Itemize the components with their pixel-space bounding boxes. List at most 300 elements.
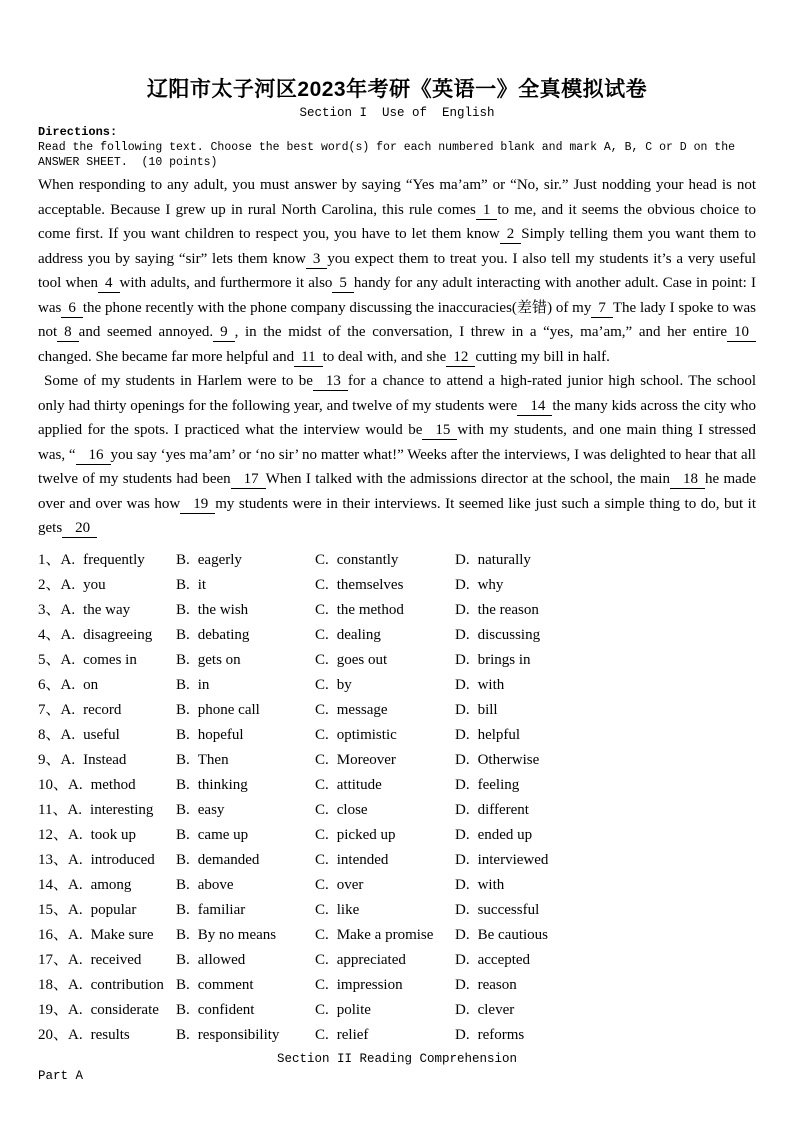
option-a (38, 698, 176, 723)
option-text: by (336, 676, 352, 693)
question-number: 14、 (38, 876, 69, 893)
option-letter: C. (315, 776, 329, 793)
option-letter: A. (68, 876, 83, 893)
option-d (455, 848, 756, 873)
option-text: Otherwise (477, 751, 540, 768)
option-b (176, 548, 315, 573)
question-number: 2、 (38, 576, 61, 593)
question-number: 4、 (38, 626, 61, 643)
option-letter: C. (315, 901, 329, 918)
option-letter: C. (315, 576, 329, 593)
option-d (455, 823, 756, 848)
option-text: useful (83, 726, 120, 743)
option-a (38, 648, 176, 673)
option-a (38, 748, 176, 773)
option-text: bill (477, 701, 498, 718)
option-a (38, 973, 176, 998)
option-text: contribution (90, 976, 164, 993)
option-text: took up (90, 826, 137, 843)
option-letter: D. (455, 1026, 470, 1043)
cloze-blank-5: 5 (332, 275, 354, 293)
option-letter: A. (60, 751, 76, 768)
question-number: 19、 (38, 1001, 69, 1018)
option-c (315, 973, 455, 998)
option-letter: A. (60, 651, 76, 668)
option-text: optimistic (336, 726, 397, 743)
option-text: why (477, 576, 504, 593)
option-letter: C. (315, 751, 329, 768)
option-letter: A. (68, 776, 83, 793)
cloze-blank-1: 1 (476, 202, 498, 220)
option-d (455, 1023, 756, 1048)
option-b (176, 798, 315, 823)
question-row-18 (38, 973, 756, 998)
option-letter: C. (315, 1026, 329, 1043)
cloze-blank-11: 11 (294, 349, 322, 367)
option-text: naturally (477, 551, 531, 568)
question-row-7 (38, 698, 756, 723)
option-letter: A. (68, 1001, 83, 1018)
option-text: reason (477, 976, 517, 993)
option-letter: D. (455, 926, 470, 943)
option-letter: A. (60, 551, 76, 568)
question-number: 7、 (38, 701, 61, 718)
option-letter: D. (455, 626, 470, 643)
option-letter: B. (176, 576, 190, 593)
option-d (455, 723, 756, 748)
option-b (176, 998, 315, 1023)
option-text: eagerly (197, 551, 242, 568)
option-d (455, 773, 756, 798)
option-b (176, 848, 315, 873)
option-text: Make a promise (336, 926, 434, 943)
cloze-blank-17: 17 (231, 471, 266, 489)
cloze-blank-3: 3 (306, 251, 328, 269)
option-c (315, 573, 455, 598)
option-b (176, 873, 315, 898)
option-text: comes in (83, 651, 137, 668)
option-b (176, 898, 315, 923)
option-a (38, 673, 176, 698)
option-a (38, 548, 176, 573)
option-text: constantly (336, 551, 399, 568)
option-text: you (83, 576, 106, 593)
option-text: frequently (83, 551, 145, 568)
option-text: disagreeing (83, 626, 153, 643)
option-text: accepted (477, 951, 531, 968)
option-letter: D. (455, 676, 470, 693)
option-letter: B. (176, 1001, 190, 1018)
option-b (176, 1023, 315, 1048)
section2-heading: Section II Reading Comprehension (276, 1051, 518, 1066)
option-text: Be cautious (477, 926, 548, 943)
cloze-passage (38, 173, 756, 541)
question-row-11 (38, 798, 756, 823)
option-text: Moreover (336, 751, 396, 768)
option-letter: C. (315, 826, 329, 843)
option-letter: C. (315, 926, 329, 943)
cloze-blank-13: 13 (313, 373, 348, 391)
option-letter: C. (315, 626, 329, 643)
option-c (315, 948, 455, 973)
option-c (315, 898, 455, 923)
option-text: method (90, 776, 136, 793)
option-letter: B. (176, 626, 190, 643)
option-text: intended (336, 851, 389, 868)
question-row-6 (38, 673, 756, 698)
question-number: 12、 (38, 826, 69, 843)
option-text: ended up (477, 826, 533, 843)
option-letter: B. (176, 551, 190, 568)
question-number: 6、 (38, 676, 61, 693)
question-row-5 (38, 648, 756, 673)
option-text: allowed (197, 951, 246, 968)
option-b (176, 773, 315, 798)
option-text: easy (197, 801, 225, 818)
option-text: close (336, 801, 368, 818)
option-text: different (477, 801, 529, 818)
option-d (455, 948, 756, 973)
option-a (38, 923, 176, 948)
option-a (38, 848, 176, 873)
option-b (176, 598, 315, 623)
question-row-13 (38, 848, 756, 873)
option-text: it (197, 576, 207, 593)
directions-label: Directions: (38, 125, 118, 140)
option-text: dealing (336, 626, 381, 643)
question-number: 1、 (38, 551, 61, 568)
option-letter: B. (176, 926, 190, 943)
option-text: received (90, 951, 142, 968)
option-letter: D. (455, 1001, 470, 1018)
option-text: relief (336, 1026, 369, 1043)
option-d (455, 598, 756, 623)
option-b (176, 698, 315, 723)
option-d (455, 873, 756, 898)
question-row-2 (38, 573, 756, 598)
option-text: with (477, 676, 505, 693)
option-text: introduced (90, 851, 155, 868)
option-letter: B. (176, 801, 190, 818)
option-b (176, 648, 315, 673)
option-b (176, 823, 315, 848)
option-d (455, 898, 756, 923)
option-letter: A. (68, 901, 83, 918)
option-letter: A. (67, 801, 83, 818)
option-letter: D. (455, 801, 470, 818)
option-text: debating (197, 626, 250, 643)
cloze-blank-20: 20 (62, 520, 97, 538)
option-c (315, 773, 455, 798)
option-letter: A. (68, 951, 83, 968)
option-c (315, 548, 455, 573)
cloze-blank-6: 6 (61, 300, 83, 318)
question-row-15 (38, 898, 756, 923)
option-text: the reason (477, 601, 539, 618)
option-a (38, 998, 176, 1023)
option-letter: B. (176, 776, 190, 793)
option-letter: A. (68, 1026, 83, 1043)
option-text: message (336, 701, 388, 718)
option-text: comment (197, 976, 254, 993)
option-letter: A. (60, 676, 76, 693)
option-text: familiar (197, 901, 246, 918)
option-c (315, 848, 455, 873)
question-row-14 (38, 873, 756, 898)
option-text: popular (90, 901, 137, 918)
option-letter: C. (315, 601, 329, 618)
option-letter: B. (176, 976, 190, 993)
option-text: brings in (477, 651, 531, 668)
part-a-label: Part A (38, 1068, 84, 1083)
option-text: among (90, 876, 132, 893)
option-text: the wish (197, 601, 249, 618)
option-c (315, 673, 455, 698)
question-row-12 (38, 823, 756, 848)
option-letter: B. (176, 651, 190, 668)
cloze-blank-8: 8 (57, 324, 79, 342)
page-title: 辽阳市太子河区2023年考研《英语一》全真模拟试卷 (146, 78, 648, 101)
option-letter: B. (176, 951, 190, 968)
cloze-blank-12: 12 (446, 349, 475, 367)
option-text: goes out (336, 651, 388, 668)
option-a (38, 773, 176, 798)
option-a (38, 573, 176, 598)
option-letter: D. (455, 901, 470, 918)
option-letter: D. (455, 976, 470, 993)
option-c (315, 623, 455, 648)
cloze-blank-9: 9 (213, 324, 235, 342)
option-letter: C. (315, 801, 329, 818)
option-letter: C. (315, 651, 329, 668)
option-letter: C. (315, 726, 329, 743)
option-text: above (197, 876, 234, 893)
cloze-blank-7: 7 (591, 300, 613, 318)
question-number: 17、 (38, 951, 69, 968)
option-d (455, 923, 756, 948)
option-b (176, 623, 315, 648)
option-b (176, 673, 315, 698)
option-letter: C. (315, 851, 329, 868)
option-letter: A. (60, 626, 76, 643)
option-b (176, 973, 315, 998)
option-c (315, 873, 455, 898)
option-letter: D. (455, 876, 470, 893)
option-text: impression (336, 976, 403, 993)
cloze-paragraph: When responding to any adult, you must answer by saying “Yes ma’am” or “No, sir.” Just nodding your head is not acceptable. Because I grew up in rural North Carolina, this rule comes 1 to me, and it seems the obvious choice to come first. If you want children to respect you, you have to let them know 2 Simply telling them you want them to address you by saying “sir” lets them know 3 you expect them to treat you. I also tell my students it’s a very useful tool when 4 with adults, and furthermore it also 5 handy for any adult interacting with another adult. Case in point: I was 6 the phone recently with the phone company discussing the inaccuracies(差错) of my 7 The lady I spoke to was not 8 and seemed annoyed. 9 , in the midst of the conversation, I threw in a “yes, ma’am,” and her entire 10changed. She became far more helpful and 11 to deal with, and she 12 cutting my bill in half. (38, 177, 757, 365)
option-letter: B. (176, 876, 190, 893)
option-letter: D. (455, 951, 470, 968)
question-number: 15、 (38, 901, 69, 918)
option-a (38, 1023, 176, 1048)
option-letter: C. (315, 1001, 329, 1018)
option-b (176, 748, 315, 773)
option-text: over (336, 876, 364, 893)
option-letter: D. (455, 826, 470, 843)
option-d (455, 973, 756, 998)
option-letter: B. (176, 1026, 190, 1043)
option-text: clever (477, 1001, 515, 1018)
option-d (455, 998, 756, 1023)
option-d (455, 698, 756, 723)
option-d (455, 648, 756, 673)
option-a (38, 798, 176, 823)
option-d (455, 748, 756, 773)
option-letter: A. (68, 926, 83, 943)
question-number: 11、 (38, 801, 68, 818)
option-letter: B. (176, 726, 190, 743)
option-text: like (336, 901, 360, 918)
option-c (315, 1023, 455, 1048)
option-text: By no means (197, 926, 277, 943)
option-a (38, 898, 176, 923)
option-c (315, 798, 455, 823)
option-c (315, 698, 455, 723)
option-text: phone call (197, 701, 260, 718)
option-b (176, 948, 315, 973)
option-letter: D. (455, 651, 470, 668)
option-letter: B. (176, 676, 190, 693)
option-text: discussing (477, 626, 541, 643)
option-letter: A. (60, 726, 76, 743)
option-letter: C. (315, 551, 329, 568)
option-c (315, 598, 455, 623)
question-row-1 (38, 548, 756, 573)
option-letter: B. (176, 601, 190, 618)
option-text: considerate (90, 1001, 159, 1018)
question-row-16 (38, 923, 756, 948)
option-b (176, 923, 315, 948)
option-c (315, 723, 455, 748)
option-text: Make sure (90, 926, 154, 943)
cloze-blank-14: 14 (517, 398, 552, 416)
cloze-paragraph: Some of my students in Harlem were to be 13 for a chance to attend a high-rated junior high school. The school only had thirty openings for the following year, and twelve of my students were 14 the many kids across the city who applied for the spots. I practiced what the interview would be 15 with my students, and one main thing I stressed was, “ 16 you say ‘yes ma’am’ or ‘no sir’ no matter what!” Weeks after the interviews, I was delighted to hear that all twelve of my students had been 17 When I talked with the admissions director at the school, the main 18 he made over and over was how 19 my students were in their interviews. It seemed like just such a simple thing to do, but it gets 20 (38, 373, 757, 537)
option-text: interesting (90, 801, 154, 818)
option-text: reforms (477, 1026, 525, 1043)
option-b (176, 573, 315, 598)
option-letter: B. (176, 701, 190, 718)
option-text: thinking (197, 776, 248, 793)
option-letter: C. (315, 676, 329, 693)
option-text: feeling (477, 776, 520, 793)
option-letter: B. (176, 851, 190, 868)
option-letter: C. (315, 951, 329, 968)
question-row-17 (38, 948, 756, 973)
option-text: helpful (477, 726, 521, 743)
option-letter: A. (68, 976, 83, 993)
option-b (176, 723, 315, 748)
cloze-blank-16: 16 (76, 447, 111, 465)
question-row-3 (38, 598, 756, 623)
option-text: in (197, 676, 210, 693)
option-letter: A. (60, 601, 76, 618)
option-a (38, 723, 176, 748)
option-d (455, 623, 756, 648)
option-a (38, 598, 176, 623)
option-text: successful (477, 901, 540, 918)
question-number: 13、 (38, 851, 69, 868)
option-text: responsibility (197, 1026, 280, 1043)
question-row-20 (38, 1023, 756, 1048)
option-letter: C. (315, 876, 329, 893)
option-d (455, 573, 756, 598)
question-row-4 (38, 623, 756, 648)
option-text: with (477, 876, 505, 893)
question-number: 16、 (38, 926, 69, 943)
option-text: record (83, 701, 122, 718)
question-number: 18、 (38, 976, 69, 993)
option-d (455, 673, 756, 698)
option-letter: B. (176, 901, 190, 918)
option-text: picked up (336, 826, 396, 843)
option-letter: A. (60, 576, 76, 593)
option-text: themselves (336, 576, 404, 593)
option-letter: D. (455, 601, 470, 618)
section1-heading: Section I Use of English (299, 106, 495, 121)
option-c (315, 923, 455, 948)
option-c (315, 748, 455, 773)
question-number: 20、 (38, 1026, 69, 1043)
option-letter: D. (455, 726, 470, 743)
option-text: on (83, 676, 99, 693)
question-number: 3、 (38, 601, 61, 618)
option-text: attitude (336, 776, 382, 793)
option-letter: A. (60, 701, 76, 718)
option-c (315, 823, 455, 848)
option-d (455, 548, 756, 573)
option-letter: D. (455, 751, 470, 768)
option-text: polite (336, 1001, 371, 1018)
option-letter: D. (455, 851, 470, 868)
question-number: 9、 (38, 751, 61, 768)
option-letter: A. (68, 851, 83, 868)
question-row-8 (38, 723, 756, 748)
directions-text: Read the following text. Choose the best word(s) for each numbered blank and mark A, B, C or D on the ANSWER SHEET. (10 points) (38, 141, 742, 170)
option-letter: C. (315, 976, 329, 993)
question-row-19 (38, 998, 756, 1023)
question-number: 10、 (38, 776, 69, 793)
question-number: 5、 (38, 651, 61, 668)
option-letter: B. (176, 751, 190, 768)
option-letter: C. (315, 701, 329, 718)
cloze-blank-15: 15 (422, 422, 457, 440)
question-row-9 (38, 748, 756, 773)
option-c (315, 998, 455, 1023)
option-letter: A. (68, 826, 83, 843)
option-d (455, 798, 756, 823)
question-number: 8、 (38, 726, 61, 743)
option-text: Then (197, 751, 229, 768)
option-a (38, 623, 176, 648)
cloze-blank-4: 4 (98, 275, 120, 293)
option-text: confident (197, 1001, 255, 1018)
option-text: came up (197, 826, 249, 843)
cloze-blank-18: 18 (670, 471, 705, 489)
option-text: Instead (83, 751, 127, 768)
option-letter: D. (455, 576, 470, 593)
option-text: gets on (197, 651, 241, 668)
cloze-blank-2: 2 (500, 226, 522, 244)
option-text: appreciated (336, 951, 406, 968)
option-a (38, 873, 176, 898)
option-letter: D. (455, 551, 470, 568)
option-text: the method (336, 601, 404, 618)
option-text: results (90, 1026, 130, 1043)
option-text: the way (83, 601, 131, 618)
option-a (38, 823, 176, 848)
option-text: demanded (197, 851, 260, 868)
question-row-10 (38, 773, 756, 798)
